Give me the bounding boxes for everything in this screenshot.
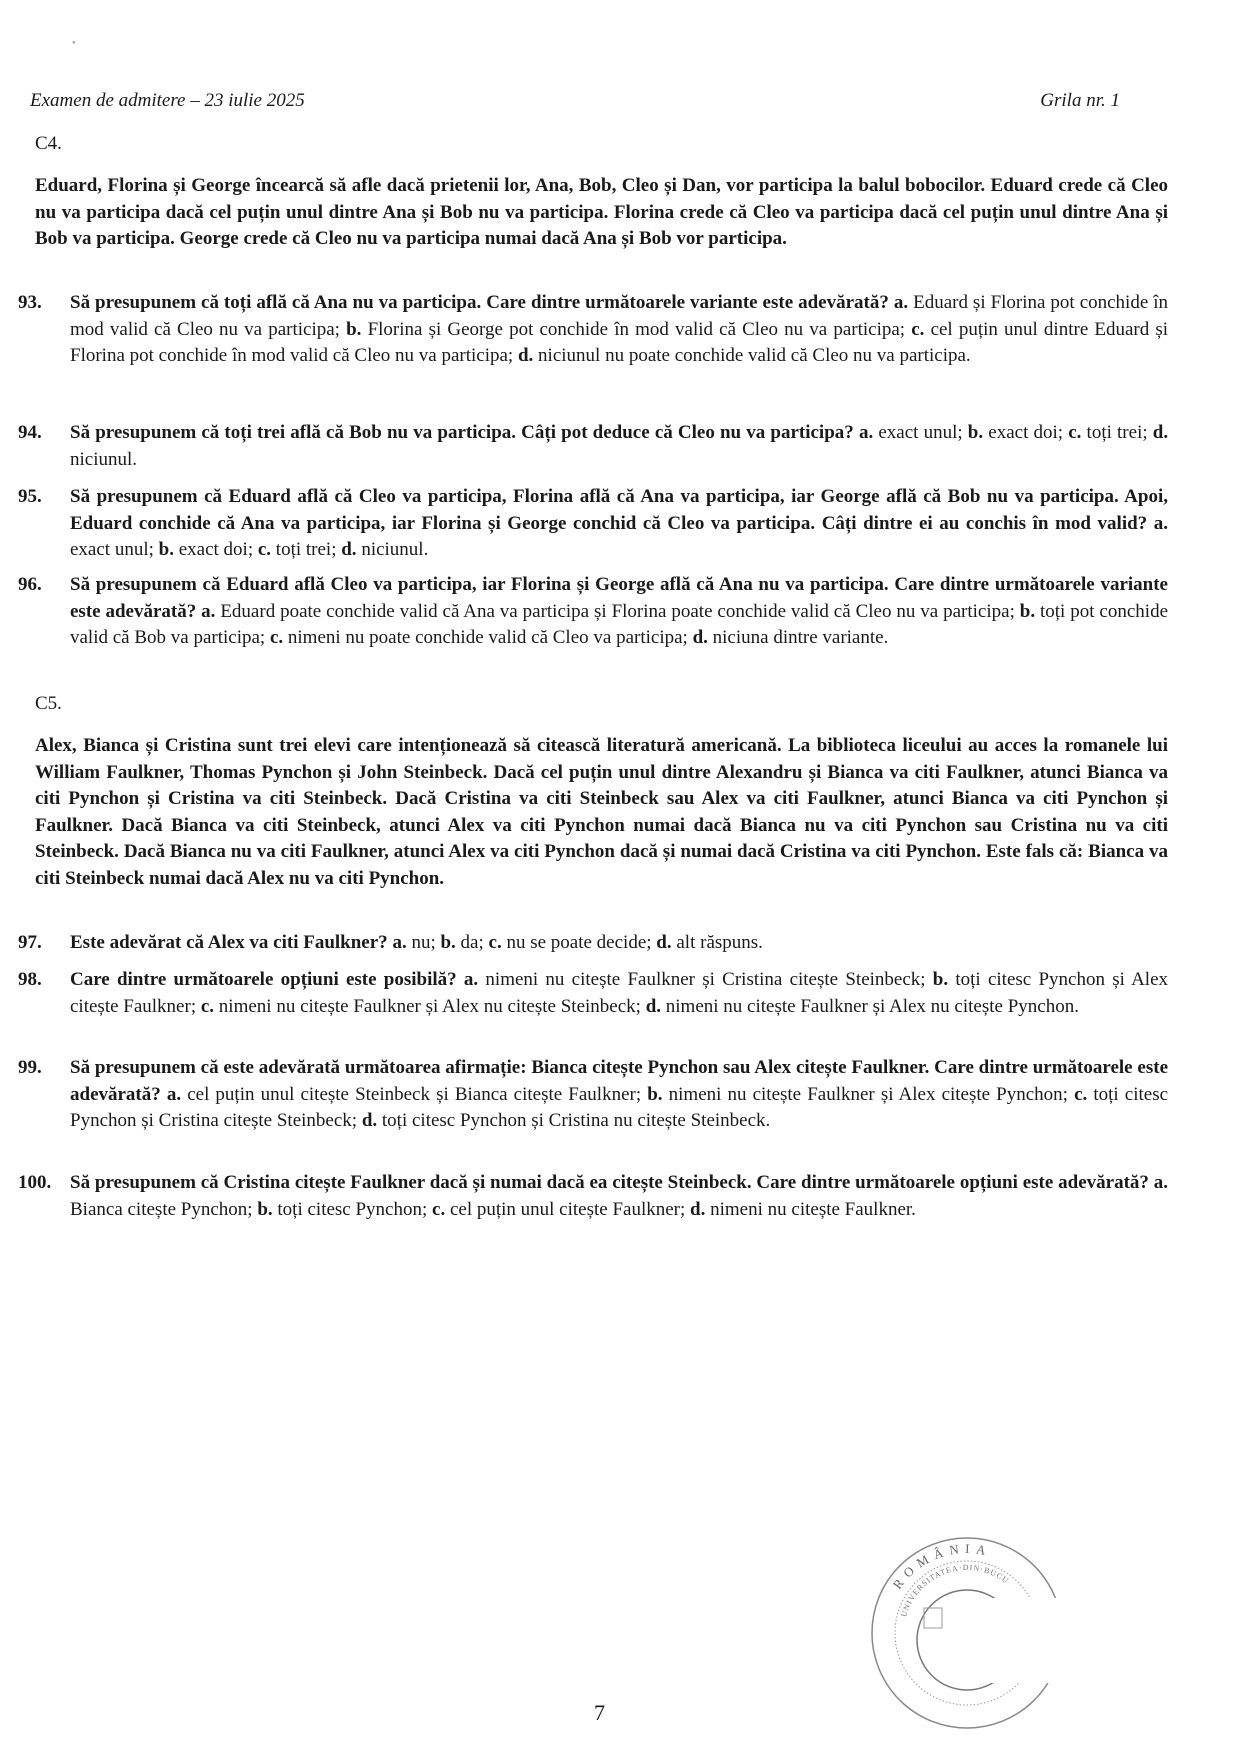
option-text: exact doi; — [988, 422, 1064, 443]
option-label: b. — [158, 539, 174, 560]
exam-header-grid-number: Grila nr. 1 — [1040, 90, 1120, 111]
section-intro-c4: Eduard, Florina și George încearcă să afle dacă prietenii lor, Ana, Bob, Cleo și Dan, vor participa la balul bobocilor. Eduard crede că Cleo nu va participa dacă cel puțin unul dintre Ana și Bob nu va participa. Florina crede că Cleo va participa dacă cel puțin unul dintre Ana și Bob va participa. George crede că Cleo nu va participa numai dacă Ana și Bob vor participa. — [35, 175, 1168, 249]
option-label: d. — [656, 932, 672, 953]
option-label: a. — [893, 292, 909, 313]
option-text: toți citesc Pynchon și Alex citește Faulkner; — [70, 969, 1169, 1017]
question-number: 94. — [18, 422, 42, 443]
question-text: Să presupunem că toți trei află că Bob nu va participa. Câți pot deduce că Cleo nu va participa? — [70, 422, 854, 443]
question-text: Să presupunem că Cristina citește Faulkner dacă și numai dacă ea citește Steinbeck. Care dintre următoarele opțiuni este adevărată? — [70, 1172, 1149, 1193]
university-stamp — [862, 1528, 1072, 1738]
answer-option — [518, 345, 971, 366]
option-text: toți citesc Pynchon și Cristina nu citește Steinbeck. — [381, 1110, 771, 1131]
question-text: Să presupunem că Eduard află că Cleo va participa, Florina află că Ana va participa, iar George află că Bob nu va participa. Apoi, Eduard conchide că Ana va participa, iar Florina și George conchid că Cleo va participa. Câți dintre ei au conchis în mod valid? — [70, 486, 1168, 534]
option-label: c. — [1074, 1083, 1088, 1105]
option-text: da; — [460, 932, 484, 953]
option-label: d. — [690, 1198, 706, 1220]
svg-text:UNIVERSITATEA·DIN·BUCU: UNIVERSITATEA·DIN·BUCU — [899, 1562, 1011, 1618]
option-label: b. — [932, 969, 949, 990]
option-text: toți pot conchide valid că Bob va participa; — [70, 600, 1169, 648]
option-label: c. — [488, 932, 502, 953]
option-label: b. — [257, 1198, 273, 1220]
option-text: nimeni nu citește Faulkner și Alex nu citește Steinbeck; — [218, 995, 641, 1017]
svg-text:ROMÂNIA: ROMÂNIA — [889, 1540, 993, 1592]
option-text: niciunul. — [70, 448, 138, 470]
section-intro-c5: Alex, Bianca și Cristina sunt trei elevi care intenționează să citească literatură americană. La biblioteca liceului au acces la romanele lui William Faulkner, Thomas Pynchon și John Steinbeck. Dacă cel puțin unul dintre Alexandru și Bianca va citi Faulkner, atunci Bianca va citi Pynchon și Cristina va citi Steinbeck. Dacă Cristina va citi Steinbeck sau Alex va citi Faulkner, atunci Bianca va citi Pynchon și Faulkner. Dacă Bianca va citi Steinbeck, atunci Alex va citi Pynchon numai dacă Bianca nu va citi Pynchon sau Cristina nu va citi Steinbeck. Dacă Bianca nu va citi Faulkner, atunci Alex va citi Pynchon dacă și numai dacă Cristina va citi Pynchon. Este fals că: Bianca va citi Steinbeck numai dacă Alex nu va citi Pynchon. — [35, 735, 1168, 889]
question-number: 95. — [18, 486, 42, 507]
answer-option — [346, 319, 905, 340]
option-label: a. — [463, 969, 479, 990]
question-number: 93. — [18, 292, 42, 313]
answer-option — [270, 627, 688, 648]
option-label: c. — [257, 539, 272, 560]
answer-option — [646, 996, 1079, 1017]
option-label: c. — [432, 1198, 446, 1220]
option-text: alt răspuns. — [676, 932, 763, 953]
answer-option — [201, 996, 641, 1017]
answer-option — [968, 422, 1063, 443]
option-text: nu se poate decide; — [506, 932, 652, 953]
option-label: d. — [1152, 422, 1169, 443]
question-item — [18, 420, 1168, 473]
answer-option — [859, 422, 963, 443]
question-item — [18, 930, 1168, 957]
question-text: Să presupunem că este adevărată următoarea afirmație: Bianca citește Pynchon sau Alex citește Faulkner. Care dintre următoarele este adevărată? — [70, 1057, 1168, 1105]
option-label: a. — [1153, 512, 1169, 534]
option-text: cel puțin unul dintre Eduard și Florina pot conchide în mod valid că Cleo nu va participa; — [70, 318, 1169, 366]
option-label: c. — [911, 318, 925, 340]
option-text: exact unul; — [878, 422, 963, 443]
option-text: toți trei; — [275, 539, 337, 560]
question-number: 100. — [18, 1172, 52, 1193]
question-item — [18, 967, 1168, 1020]
option-text: toți trei; — [1086, 422, 1148, 443]
question-item — [18, 484, 1168, 564]
question-text: Să presupunem că Eduard află Cleo va participa, iar Florina și George află că Ana nu va participa. Care dintre următoarele variante este adevărată? — [70, 574, 1168, 622]
answer-option — [464, 969, 926, 990]
option-label: a. — [1153, 1172, 1169, 1193]
option-label: a. — [858, 422, 874, 443]
page-number: 7 — [594, 1700, 605, 1725]
option-text: Eduard poate conchide valid că Ana va participa și Florina poate conchide valid că Cleo nu va participa; — [220, 600, 1015, 622]
option-text: Eduard și Florina pot conchide în mod valid că Cleo nu va participa; — [70, 292, 1169, 340]
option-text: nimeni nu citește Faulkner și Alex citește Pynchon; — [668, 1083, 1068, 1105]
option-label: b. — [440, 932, 456, 953]
answer-option — [257, 1199, 427, 1220]
option-label: a. — [166, 1083, 182, 1105]
answer-option — [167, 1084, 641, 1105]
option-label: d. — [692, 627, 708, 648]
option-text: cel puțin unul citește Faulkner; — [449, 1198, 686, 1220]
answer-option — [656, 932, 763, 953]
question-item — [18, 1055, 1168, 1135]
question-text: Este adevărat că Alex va citi Faulkner? — [70, 932, 388, 953]
option-text: nimeni nu citește Faulkner și Cristina citește Steinbeck; — [485, 969, 926, 990]
question-number: 97. — [18, 932, 42, 953]
option-label: b. — [346, 318, 362, 340]
answer-option — [647, 1084, 1068, 1105]
option-text: nimeni nu citește Faulkner. — [710, 1198, 916, 1220]
answer-option — [341, 539, 428, 560]
option-text: exact unul; — [70, 539, 154, 560]
question-item — [18, 290, 1168, 370]
option-label: b. — [967, 422, 984, 443]
option-text: nimeni nu poate conchide valid că Cleo va participa; — [287, 627, 688, 648]
section-title-c5: C5. — [35, 693, 62, 714]
option-text: nimeni nu citește Faulkner și Alex nu citește Pynchon. — [665, 995, 1079, 1017]
option-text: nu; — [411, 932, 436, 953]
option-label: a. — [201, 600, 216, 622]
option-text: toți citesc Pynchon; — [277, 1198, 428, 1220]
option-label: c. — [269, 627, 284, 648]
question-text: Care dintre următoarele opțiuni este posibilă? — [70, 969, 457, 990]
answer-option — [1068, 422, 1147, 443]
option-label: b. — [647, 1083, 663, 1105]
section-title-c4: C4. — [35, 133, 62, 154]
option-label: c. — [1068, 422, 1082, 443]
option-text: toți citesc Pynchon și Cristina citește Steinbeck; — [70, 1083, 1169, 1131]
question-item — [18, 1170, 1168, 1223]
option-label: a. — [392, 932, 407, 953]
option-label: d. — [645, 995, 662, 1017]
answer-option — [432, 1199, 685, 1220]
option-label: d. — [341, 539, 357, 560]
option-text: cel puțin unul citește Steinbeck și Bianca citește Faulkner; — [187, 1083, 642, 1105]
exam-header-title: Examen de admitere – 23 iulie 2025 — [30, 90, 305, 111]
question-text: Să presupunem că toți află că Ana nu va participa. Care dintre următoarele variante este adevărată? — [70, 292, 889, 313]
option-label: d. — [517, 345, 534, 366]
option-label: d. — [361, 1110, 378, 1131]
answer-option — [690, 1199, 916, 1220]
option-text: exact doi; — [178, 539, 254, 560]
answer-option — [258, 539, 337, 560]
answer-option — [489, 932, 652, 953]
answer-option — [201, 601, 1015, 622]
question-number: 96. — [18, 574, 42, 595]
answer-option — [693, 627, 889, 648]
option-text: niciunul. — [361, 539, 429, 560]
answer-option — [362, 1110, 770, 1131]
option-text: niciunul nu poate conchide valid că Cleo nu va participa. — [538, 345, 971, 366]
option-label: b. — [1019, 600, 1036, 622]
option-text: niciuna dintre variante. — [712, 627, 889, 648]
option-text: Bianca citește Pynchon; — [70, 1198, 253, 1220]
answer-option — [392, 932, 435, 953]
scan-speck: • — [72, 38, 76, 49]
option-text: Florina și George pot conchide în mod valid că Cleo nu va participa; — [367, 318, 906, 340]
option-label: c. — [200, 995, 215, 1017]
answer-option — [440, 932, 483, 953]
question-item — [18, 572, 1168, 652]
answer-option — [159, 539, 253, 560]
question-number: 98. — [18, 969, 42, 990]
question-number: 99. — [18, 1057, 42, 1078]
